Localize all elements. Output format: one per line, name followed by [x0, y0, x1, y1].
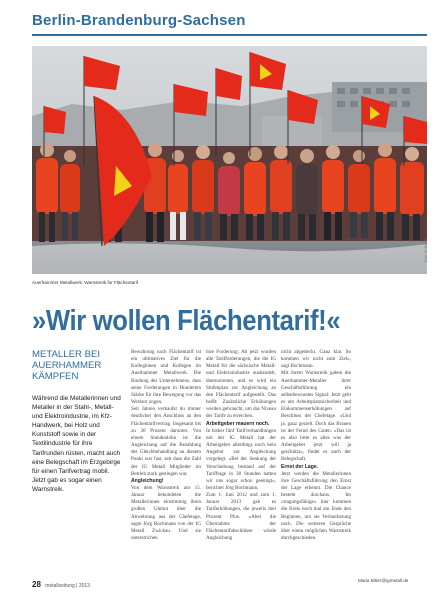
photo-caption: Auerhammer Metallwerk: Warnstreik für Flächentarif: [32, 280, 139, 285]
author-email: Maria Bitter@igmetall.de: [358, 578, 409, 583]
paragraph: Mit ihrem Warnstreik gaben die Auerhammer-Metaller ihrer Geschäftsführung ein selbstbewusstes Signal: Jetzt geht es um Arbeitsplatzsicherheit und Einkommenserhöhungen auf Beschluss der Chefetage. »Und ja, ganz gezielt. Doch das Brauen ist der Feind des Guten. »Das ist es also bitte es alles was der Arbeitgeber jetzt will ja geschützt«, findet es auch der Belegschaft.: [281, 370, 351, 463]
protest-photo: [32, 46, 427, 274]
article-kicker: METALLER BEI AUERHAMMER KÄMPFEN: [32, 349, 102, 382]
paragraph: In bisher fünf Tarifverhandlungen mit der IG Metall hat der Arbeitgeber allerdings noch kein Angebot zur Angleichung vorgelegt. »Bei der Senkung der Verschiebung bestand auf der Tariffrage in 38 Stunden hatten wir uns sogar schon geeinigt«, berichtet Jörg Bochmann.: [206, 427, 276, 491]
subheading: Angleichung!: [131, 477, 164, 484]
subheading: Arbeitgeber mauern noch.: [206, 420, 270, 427]
page-number: 28: [32, 580, 41, 589]
section-divider: [32, 34, 427, 36]
paragraph: Zum 1. Juni 2012 und zum 1. Januar 2013 gab es Tariferhöhungen, die jeweils drei Prozent Plus. »Aber die Übernahme der Flächentarifabschlüsse würde Angleichung: [206, 492, 276, 542]
text-column-1: [131, 349, 201, 542]
paragraph: Seit Jahren verkaufst du immer deutlicher den Anschluss an den Flächentarifvertrag. Insgesamt bis zu 30 Prozent darunter. Von einem Stundenlohn ist die Angleichung auf die Bezahlung der Gleichbehandlung an diesem Punkt war fast, seit dass die Zahl der IG Metall Mitglieder im Betrieb stark gestiegen war.: [131, 406, 201, 477]
paragraph: ihre Forderung: Ab jetzt wurden alle Tarifforderungen, die die IG Metall für die sächsische Metall- und Elektroindustrie aushandelt, übernommen, und es wird ein Stufenplan zur Angleichung an den Flächentarif aufgestellt. Das heißt: Zusätzliche Erhöhungen werden gebraucht, um das Niveau der Tarife zu erreichen.: [206, 349, 276, 420]
section-title: Berlin-Brandenburg-Sachsen: [32, 12, 246, 29]
article-lead: Während die Metallerinnen und Metaller in der Stahl-, Metall- und Elektroindustrie, im Kfz-Handwerk, bei Holz und Kunststoff sowie in der Textilindustrie für ihre Tarifrunden rüsten, macht auch eine Belegschaft im Erzgebirge für einen Tarifvertrag mobil. Jetzt gab es sogar einen Warnstreik.: [32, 395, 121, 493]
page-footer: [32, 580, 90, 589]
paragraph: Jetzt werden die Metallerinnen ihre Geschäftsführung den Ernst der Lage erkennt. Die Chance besteht durchaus. Im »tragungsfähige« hier kommen die Kreis noch mal am Ende den Beginnen, um sie Verlautbarung nach. Die weiteren Gespräche über einen möglichen Warnstreik durchgeschieden.: [281, 470, 351, 542]
paragraph: nicht abgedeckt. Ganz klar. So kommen wir nicht zum Ziel«, sagt Bochmann.: [281, 349, 351, 370]
subheading: Ernst der Lage.: [281, 463, 319, 470]
paragraph: Von dem Warnstreik am 15. Januar bekundeten die Metallerinnen einstimmig ihren großen Unmut über die Abwehrung aus der Chefetage, sagte Jörg Bochmann von der IG Metall Zwickau. Und sie unterstrichen: [131, 484, 201, 542]
publication-name: metallzeitung | 2013: [45, 583, 90, 589]
text-column-3: [281, 349, 351, 542]
photo-credit: Foto: IG Metall: [424, 239, 428, 262]
paragraph: Bewahrung nach Flächentarif ist ein ultimatives Ziel für die Kolleginnen und Kollegen im Auerhammer Metallwerk. Die Bindung des Unternehmens, dass seine Forderungen in Hunderten Stärke für ihre Bewegung vor das Werktor zogen.: [131, 349, 201, 406]
article-headline: »Wir wollen Flächentarif!«: [32, 305, 341, 337]
text-column-2: [206, 349, 276, 542]
